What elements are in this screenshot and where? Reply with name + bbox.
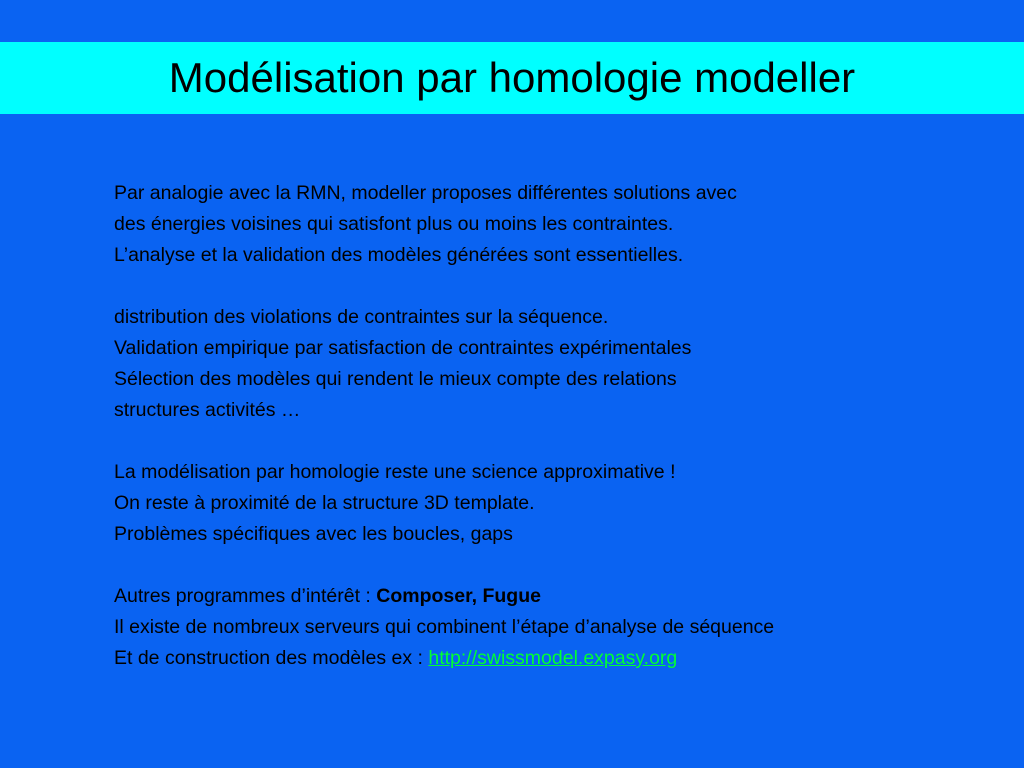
link-prefix: Et de construction des modèles ex : — [114, 647, 429, 669]
paragraph-spacer — [114, 271, 994, 302]
title-band — [0, 42, 1024, 114]
body-line-programs — [114, 581, 994, 612]
body-line: distribution des violations de contraintes sur la séquence. — [114, 306, 609, 328]
body-line: Par analogie avec la RMN, modeller proposes différentes solutions avec — [114, 182, 737, 204]
body-line: Sélection des modèles qui rendent le mieux compte des relations — [114, 368, 677, 390]
body-line: L’analyse et la validation des modèles générées sont essentielles. — [114, 244, 684, 266]
body-line-link — [114, 643, 994, 674]
body-line: structures activités … — [114, 399, 301, 421]
slide-body — [114, 178, 994, 674]
programs-prefix: Autres programmes d’intérêt : — [114, 585, 377, 607]
paragraph-spacer — [114, 426, 994, 457]
body-line: Problèmes spécifiques avec les boucles, gaps — [114, 523, 513, 545]
body-line: On reste à proximité de la structure 3D template. — [114, 492, 535, 514]
body-line: La modélisation par homologie reste une science approximative ! — [114, 461, 676, 483]
paragraph-spacer — [114, 550, 994, 581]
swissmodel-link[interactable]: http://swissmodel.expasy.org — [428, 647, 678, 669]
slide-title: Modélisation par homologie modeller — [168, 54, 856, 101]
programs-names: Composer, Fugue — [376, 585, 541, 607]
body-line: Il existe de nombreux serveurs qui combinent l’étape d’analyse de séquence — [114, 616, 775, 638]
body-line: Validation empirique par satisfaction de contraintes expérimentales — [114, 337, 692, 359]
body-line: des énergies voisines qui satisfont plus ou moins les contraintes. — [114, 213, 674, 235]
